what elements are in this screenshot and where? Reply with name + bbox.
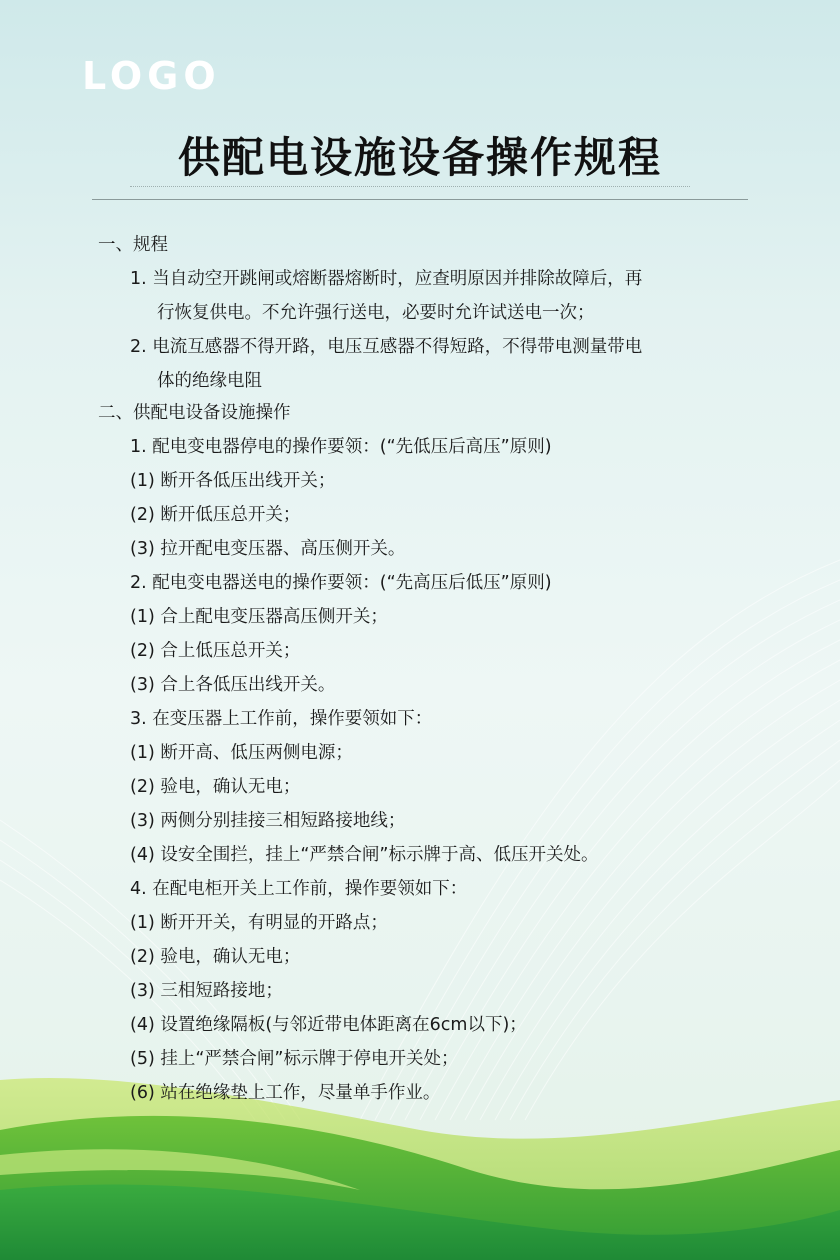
section-1-item-1-line-2: 行恢复供电。不允许强行送电，必要时允许试送电一次； [157, 303, 595, 323]
list-item: (6) 站在绝缘垫上工作，尽量单手作业。 [130, 1083, 441, 1103]
list-item: (2) 验电，确认无电； [130, 777, 301, 797]
title-dotted-divider [130, 186, 690, 187]
list-item: 4. 在配电柜开关上工作前，操作要领如下： [130, 879, 468, 899]
list-item: 2. 配电变电器送电的操作要领：(“先高压后低压”原则) [130, 573, 552, 593]
list-item: (3) 三相短路接地； [130, 981, 283, 1001]
list-item: (1) 断开各低压出线开关； [130, 471, 336, 491]
list-item: 3. 在变压器上工作前，操作要领如下： [130, 709, 433, 729]
page-title: 供配电设施设备操作规程 [177, 133, 662, 182]
list-item: (4) 设置绝缘隔板(与邻近带电体距离在6cm以下)； [130, 1015, 527, 1035]
list-item: 1. 配电变电器停电的操作要领：(“先低压后高压”原则) [130, 437, 552, 457]
section-1-item-1-line-1: 1. 当自动空开跳闸或熔断器熔断时，应查明原因并排除故障后，再 [130, 269, 643, 289]
section-2-heading: 二、供配电设备设施操作 [98, 403, 291, 423]
list-item: (1) 断开高、低压两侧电源； [130, 743, 353, 763]
title-divider [92, 199, 748, 200]
list-item: (1) 合上配电变压器高压侧开关； [130, 607, 388, 627]
section-1-item-2-line-1: 2. 电流互感器不得开路，电压互感器不得短路，不得带电测量带电 [130, 337, 643, 357]
list-item: (1) 断开开关，有明显的开路点； [130, 913, 388, 933]
list-item: (3) 合上各低压出线开关。 [130, 675, 336, 695]
list-item: (2) 验电，确认无电； [130, 947, 301, 967]
list-item: (3) 两侧分别挂接三相短路接地线； [130, 811, 406, 831]
section-1-item-2-line-2: 体的绝缘电阻 [157, 371, 262, 391]
list-item: (5) 挂上“严禁合闸”标示牌于停电开关处； [130, 1049, 459, 1069]
list-item: (3) 拉开配电变压器、高压侧开关。 [130, 539, 406, 559]
list-item: (2) 断开低压总开关； [130, 505, 301, 525]
list-item: (4) 设安全围拦，挂上“严禁合闸”标示牌于高、低压开关处。 [130, 845, 599, 865]
logo: LOGO [82, 54, 221, 98]
list-item: (2) 合上低压总开关； [130, 641, 301, 661]
section-1-heading: 一、规程 [98, 235, 168, 255]
